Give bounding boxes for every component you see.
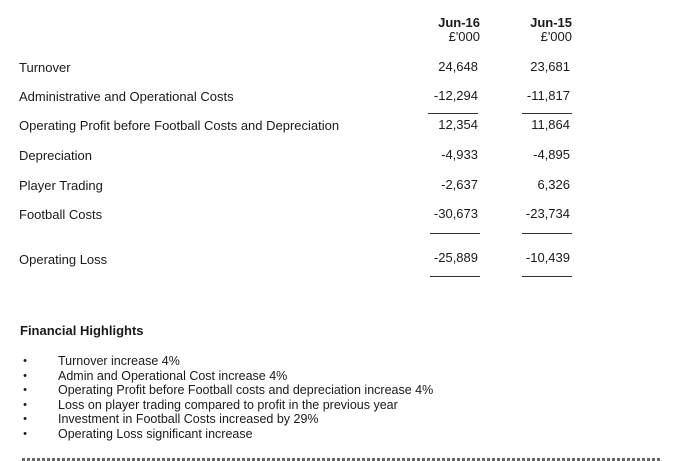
bottom-rule-jun16	[430, 276, 480, 277]
row-label-operating-profit: Operating Profit before Football Costs and Depreciation	[19, 118, 340, 133]
depreciation-jun16: -4,933	[441, 147, 478, 162]
operating-profit-jun16: 12,354	[438, 117, 478, 132]
row-label-depreciation: Depreciation	[19, 148, 92, 163]
depreciation-jun15: -4,895	[533, 147, 570, 162]
admin-costs-jun15: -11,817	[526, 88, 570, 103]
admin-costs-jun16: -12,294	[433, 88, 478, 103]
operating-loss-jun16: -25,889	[433, 250, 478, 265]
football-costs-jun16: -30,673	[433, 206, 478, 221]
player-trading-jun16: -2,637	[441, 177, 478, 192]
bullet-icon: •	[23, 369, 27, 382]
list-item: • Admin and Operational Cost increase 4%	[20, 369, 433, 384]
bottom-rule-jun15	[522, 276, 572, 277]
operating-profit-jun15: 11,864	[531, 117, 570, 132]
bullet-icon: •	[23, 427, 27, 440]
financial-highlights	[20, 323, 144, 339]
list-item: • Loss on player trading compared to profit in the previous year	[20, 398, 433, 413]
list-item: • Operating Profit before Football costs and depreciation increase 4%	[20, 383, 433, 398]
column-header-jun16: Jun-16	[438, 15, 480, 30]
player-trading-jun15: 6,326	[537, 177, 570, 192]
row-label-turnover: Turnover	[19, 60, 71, 75]
football-costs-jun15: -23,734	[525, 206, 570, 221]
list-item: • Operating Loss significant increase	[20, 427, 433, 442]
column-unit-jun16: £'000	[448, 29, 480, 44]
highlights-title: Financial Highlights	[20, 323, 144, 338]
bullet-icon: •	[23, 413, 27, 426]
row-label-operating-loss: Operating Loss	[19, 252, 108, 267]
bullet-icon: •	[23, 398, 27, 411]
turnover-jun15: 23,681	[530, 59, 570, 74]
total-rule-jun16	[430, 233, 480, 234]
highlights-list	[20, 354, 433, 442]
list-item: • Investment in Football Costs increased by 29%	[20, 412, 433, 427]
column-unit-jun15: £'000	[540, 29, 572, 44]
total-rule-jun15	[522, 233, 572, 234]
bullet-icon: •	[23, 355, 27, 367]
operating-loss-jun15: -10,439	[525, 250, 570, 265]
list-item: • Turnover increase 4%	[20, 354, 433, 369]
row-label-admin-costs: Administrative and Operational Costs	[19, 89, 234, 104]
row-label-football-costs: Football Costs	[19, 207, 103, 222]
row-label-player-trading: Player Trading	[19, 178, 103, 193]
bullet-icon: •	[23, 384, 27, 397]
subtotal-rule-jun16	[428, 113, 478, 114]
subtotal-rule-jun15	[522, 113, 572, 114]
column-header-jun15: Jun-15	[530, 15, 572, 30]
turnover-jun16: 24,648	[438, 59, 478, 74]
